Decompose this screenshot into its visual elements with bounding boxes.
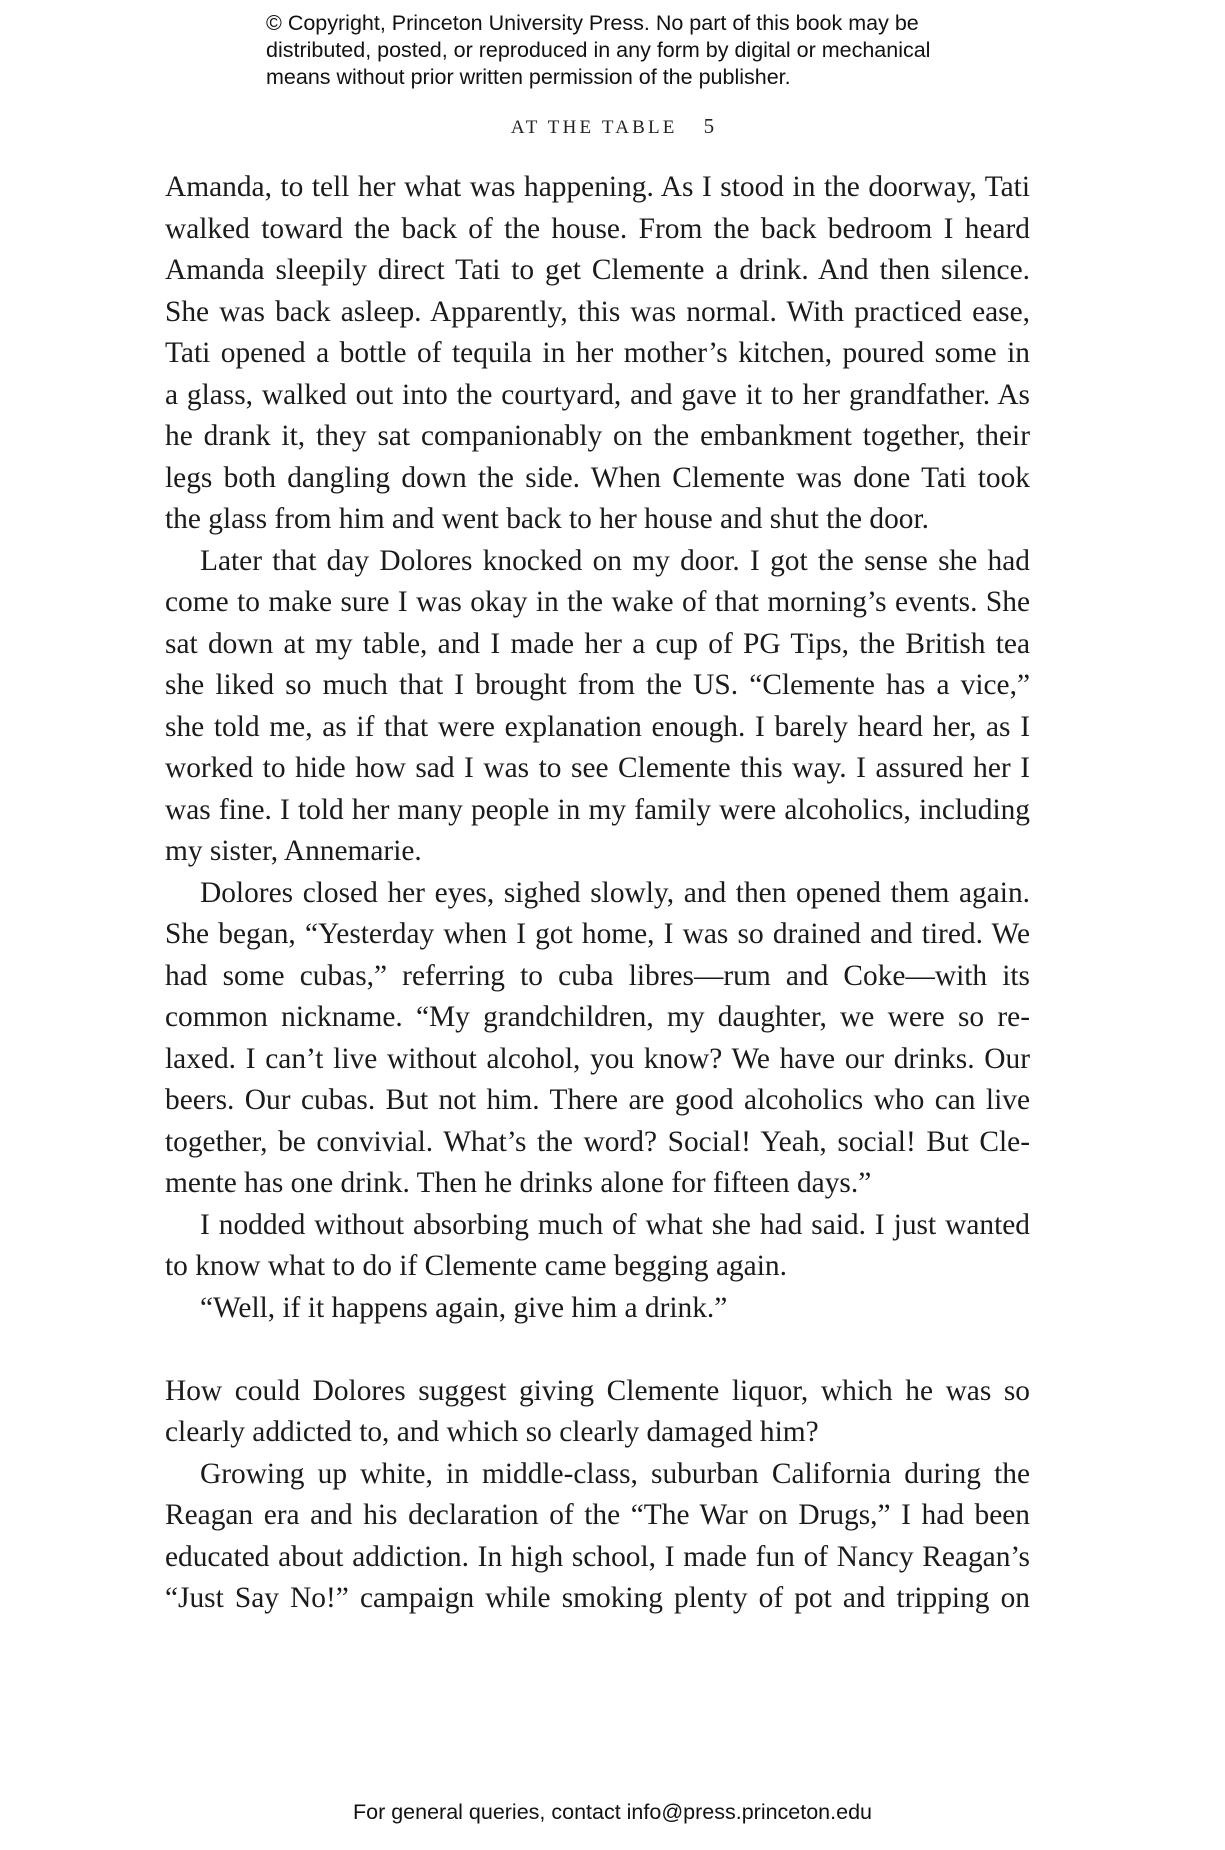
text-line: Reagan era and his declaration of the “The War on Drugs,” I had been <box>165 1499 1030 1531</box>
text-line: she liked so much that I brought from the US. “Clemente has a vice,” <box>165 669 1030 701</box>
running-head <box>0 114 1225 139</box>
running-head-title: AT THE TABLE <box>510 117 678 138</box>
text-line: she told me, as if that were explanation enough. I barely heard her, as I <box>165 710 1030 743</box>
text-line: I nodded without absorbing much of what she had said. I just wanted <box>200 1208 1030 1241</box>
text-line: my sister, Annemarie. <box>165 835 422 867</box>
text-line: Tati opened a bottle of tequila in her mother’s kitchen, poured some in <box>165 337 1030 369</box>
text-line: educated about addiction. In high school, I made fun of Nancy Reagan’s <box>165 1540 1030 1573</box>
text-line: Amanda, to tell her what was happening. As I stood in the doorway, Tati <box>165 171 1030 203</box>
text-line: mente has one drink. Then he drinks alone for fifteen days.” <box>165 1167 872 1199</box>
text-line: to know what to do if Clemente came begging again. <box>165 1250 787 1282</box>
text-line: Growing up white, in middle-class, suburban California during the <box>200 1457 1030 1490</box>
footer-contact: For general queries, contact info@press.princeton.edu <box>352 1800 872 1824</box>
text-line: “Just Say No!” campaign while smoking plenty of pot and tripping on <box>165 1582 1030 1614</box>
text-line: a glass, walked out into the courtyard, and gave it to her grandfather. As <box>165 378 1030 411</box>
text-line: clearly addicted to, and which so clearly damaged him? <box>165 1416 819 1448</box>
text-line: worked to hide how sad I was to see Clemente this way. I assured her I <box>165 752 1030 784</box>
text-line: had some cubas,” referring to cuba libres—rum and Coke—with its <box>165 959 1030 992</box>
text-line: the glass from him and went back to her house and shut the door. <box>165 503 929 535</box>
text-line: She began, “Yesterday when I got home, I was so drained and tired. We <box>165 918 1030 950</box>
text-line: walked toward the back of the house. From the back bedroom I heard <box>165 212 1030 245</box>
section-break <box>165 1329 1030 1371</box>
copyright-notice <box>266 10 986 91</box>
text-line: sat down at my table, and I made her a cup of PG Tips, the British tea <box>165 627 1030 660</box>
body-text <box>165 167 1030 1620</box>
copyright-line: distributed, posted, or reproduced in any form by digital or mechanical <box>266 38 931 62</box>
text-line: legs both dangling down the side. When Clemente was done Tati took <box>165 461 1030 494</box>
text-line: together, be convivial. What’s the word? Social! Yeah, social! But Cle- <box>165 1125 1030 1158</box>
copyright-line: means without prior written permission of the publisher. <box>266 65 791 89</box>
text-line: was fine. I told her many people in my family were alcoholics, including <box>165 793 1030 826</box>
text-line: “Well, if it happens again, give him a drink.” <box>200 1291 728 1324</box>
text-line: Amanda sleepily direct Tati to get Clemente a drink. And then silence. <box>165 254 1030 286</box>
text-line: come to make sure I was okay in the wake of that morning’s events. She <box>165 586 1030 618</box>
text-line: laxed. I can’t live without alcohol, you know? We have our drinks. Our <box>165 1042 1030 1075</box>
text-line: he drank it, they sat companionably on the embankment together, their <box>165 420 1030 452</box>
text-line: How could Dolores suggest giving Clemente liquor, which he was so <box>165 1374 1030 1407</box>
text-line: Dolores closed her eyes, sighed slowly, and then opened them again. <box>200 876 1030 909</box>
text-line: common nickname. “My grandchildren, my daughter, we were so re- <box>165 1001 1030 1033</box>
text-line: Later that day Dolores knocked on my door. I got the sense she had <box>200 544 1030 577</box>
text-line: She was back asleep. Apparently, this was normal. With practiced ease, <box>165 295 1030 328</box>
page-number: 5 <box>703 114 715 138</box>
text-line: beers. Our cubas. But not him. There are good alcoholics who can live <box>165 1084 1030 1116</box>
copyright-line: © Copyright, Princeton University Press. No part of this book may be <box>266 11 919 35</box>
